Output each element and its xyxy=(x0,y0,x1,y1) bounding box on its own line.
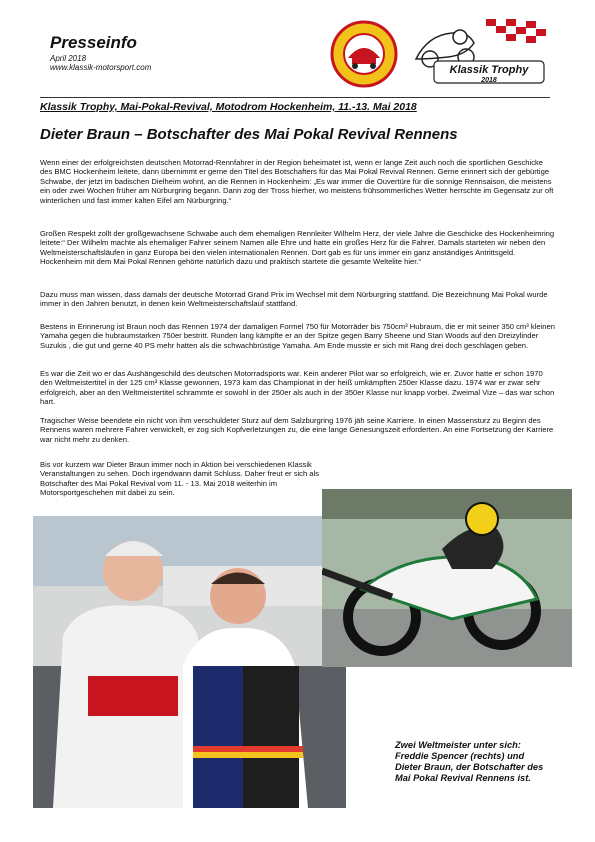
trophy-logo-title: Klassik Trophy xyxy=(449,64,529,76)
klassik-trophy-logo xyxy=(408,15,548,85)
photo-racing-motorcycle xyxy=(322,489,572,667)
caption-line-4: Mai Pokal Revival Rennens ist. xyxy=(395,773,531,783)
paragraph-botschafter: Bis vor kurzem war Dieter Braun immer noch in Aktion bei verschiedenen Klassik Veranstaltungen zu sehen. Doch irgendwann damit Schluss. Daher freut er sich als Botschafter des Mai Pokal Revival vom 11. - 13. Mai 2018 weiterhin im Motorsportgeschehen mit dabei zu sein. xyxy=(40,460,320,498)
paragraph-weltmeister: Es war die Zeit wo er das Aushängeschild des deutschen Motorradsports war. Kein anderer Pilot war so erfolgreich, wie er. Zuvor hatte er schon 1970 den Weltmeistertitel in der 125 cm³ Klasse gewonnen, 1973 kam das Championat in der heiß umkämpften 250er Klasse dazu. 1974 war er zwar sehr erfolgreich, aber an den Weltmeistertitel schrammte er sowohl in der 250er als auch in der 350er Klasse nur knapp vorbei. Zweimal Vize – das war schon hart. xyxy=(40,369,555,407)
caption-line-1: Zwei Weltmeister unter sich: xyxy=(395,740,521,750)
event-subhead: Klassik Trophy, Mai-Pokal-Revival, Motodrom Hockenheim, 11.-13. Mai 2018 xyxy=(40,101,417,113)
caption-line-2: Freddie Spencer (rechts) und xyxy=(395,751,525,761)
photo-caption xyxy=(395,740,580,784)
trophy-logo-year: 2018 xyxy=(481,77,497,84)
paragraph-sturz: Tragischer Weise beendete ein nicht von ihm verschuldeter Sturz auf dem Salzburgring 1976 jäh seine Karriere. In einen Massensturz zu Beginn des Rennens waren mehrere Fahrer verwickelt, er zog sich Kopfverletzungen zu, die eine lange Genesungszeit erforderten. An eine Fortsetzung der Karriere war nicht mehr zu denken. xyxy=(40,416,554,444)
photo-braun-spencer xyxy=(33,516,346,808)
press-info-title: Presseinfo xyxy=(50,33,137,52)
paragraph-respekt: Großen Respekt zollt der großgewachsene Schwabe auch dem ehemaligen Rennleiter Wilhelm Herz, der viele Jahre die Geschicke des Hockenheimring leitete:“ Der Wilhelm machte als ehemaliger Fahrer seinem Namen alle Ehre und hatte ein großes Herz für die Fahrer. Damals starteten wir neben den Weltmeisterschaftsläufen in ganz Europa bei den vielen internationalen Rennen. Dort gab es für uns immer ein ganz anständiges Antrittsgeld. Hockenheim mit dem Mai Pokal Rennen gehörte natürlich dazu und praktisch startete die gesamte Weltelite hier.“ xyxy=(40,229,555,267)
paragraph-rennen-1974: Bestens in Erinnerung ist Braun noch das Rennen 1974 der damaligen Formel 750 für Motorräder bis 750cm³ Hubraum, die er mit seiner 350 cm³ kleinen Yamaha gegen die hubraumstarken 750er bestritt. Runden lang kämpfte er an der Spitze gegen Barry Sheene und Stan Woods auf den Dreizylinder Suzukis , die gut und gerne 40 PS mehr hatten als die schwachbrüstige Yamaha. Am Ende musste er sich mit Rang drei doch geschlagen geben. xyxy=(40,322,555,350)
website-url: www.klassik-motorsport.com xyxy=(50,63,152,72)
motorsportclub-logo xyxy=(330,20,398,88)
press-date: April 2018 xyxy=(50,54,87,63)
header-divider xyxy=(40,97,550,98)
caption-line-3: Dieter Braun, der Botschafter des xyxy=(395,762,544,772)
paragraph-grand-prix: Dazu muss man wissen, dass damals der deutsche Motorrad Grand Prix im Wechsel mit dem Nürburgring stattfand. Die Bezeichnung Mai Pokal wurde immer in den Jahren benutzt, in denen kein Weltmeisterschaftslauf stattfand. xyxy=(40,290,548,309)
article-headline: Dieter Braun – Botschafter des Mai Pokal Revival Rennens xyxy=(40,126,458,143)
paragraph-intro: Wenn einer der erfolgreichsten deutschen Motorrad-Rennfahrer in der Region beheimatet ist, wenn er lange Zeit auch noch die sportlichen Geschicke des BMC Hockenheim leitete, dann übernimmt er gerne den Titel des Botschafters für das Mai Pokal Revival Rennen. Gerne erinnert sich der gebürtige Schwabe, der jetzt im badischen Dielheim wohnt, an die Rennen in Hockenheim: „Es war immer die Ouvertüre für die sonnige Rennsaison, die meistens ein oder zwei Wochen früher am Nürburgring begann. Dann zog der Tross hierher, wo meistens frühsommerliches Wetter herrschte im Gegensatz zur oft winterlichen und fast immer kalten Eifel am Nürburgring.“ xyxy=(40,158,554,205)
